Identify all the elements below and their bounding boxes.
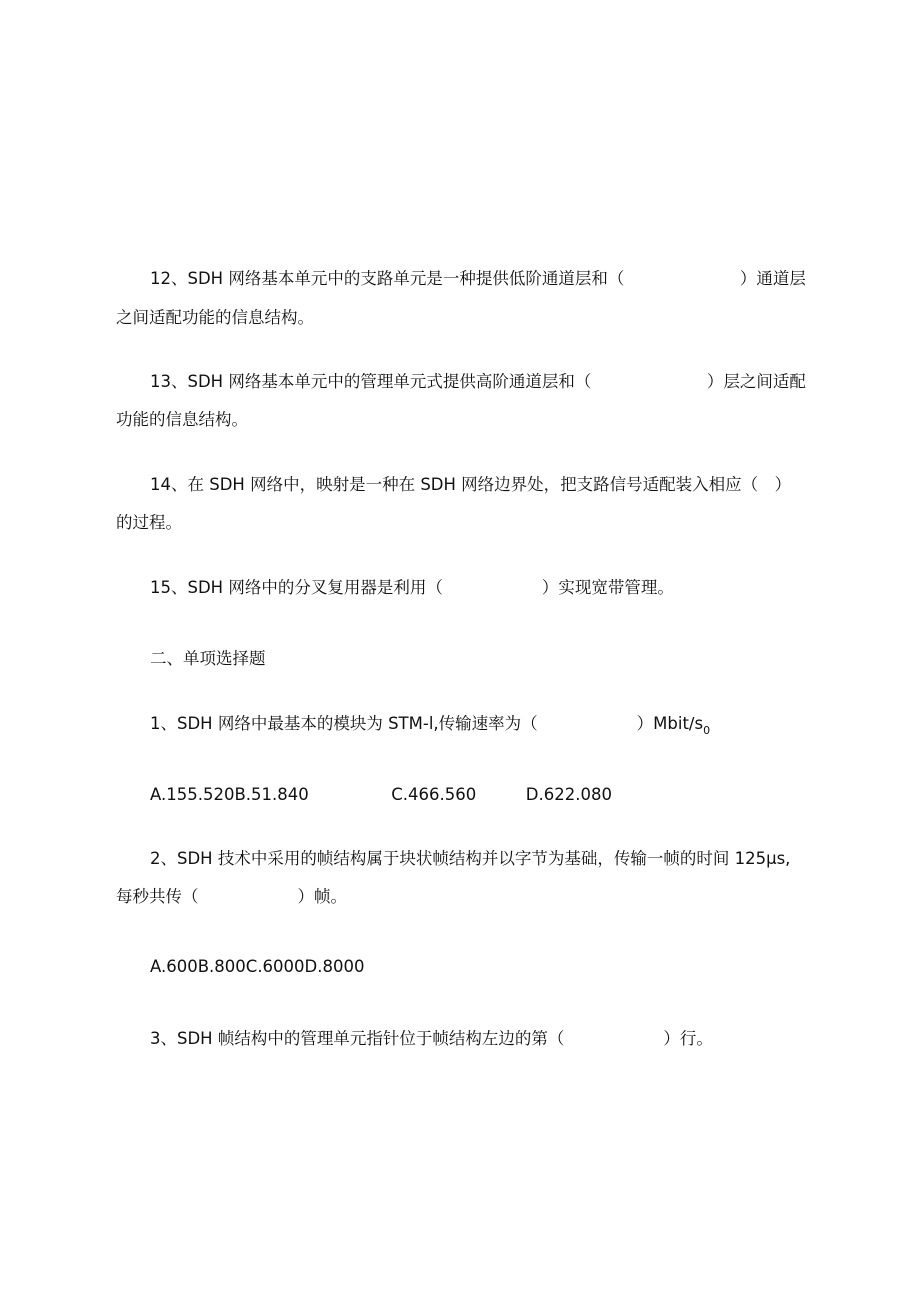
- question-14-line1: 14、在 SDH 网络中，映射是一种在 SDH 网络边界处，把支路信号适配装入相应（ ）: [150, 475, 792, 494]
- question-12-line2: 之间适配功能的信息结构。: [116, 308, 314, 327]
- choice-1-stem-subscript: 0: [703, 724, 711, 737]
- section-title: 二、单项选择题: [150, 649, 266, 668]
- choice-3-stem: 3、SDH 帧结构中的管理单元指针位于帧结构左边的第（ ）行。: [150, 1029, 713, 1048]
- question-15-line1: 15、SDH 网络中的分叉复用器是利用（ ）实现宽带管理。: [150, 578, 674, 597]
- choice-2-stem-line2: 每秒共传（ ）帧。: [116, 887, 347, 906]
- choice-1-stem: [150, 713, 710, 737]
- choice-1-stem-text: 1、SDH 网络中最基本的模块为 STM-l,传输速率为（ ）Mbit∕s: [150, 714, 704, 733]
- choice-2-options: A.600B.800C.6000D.8000: [150, 957, 365, 976]
- question-13-line1: 13、SDH 网络基本单元中的管理单元式提供高阶通道层和（ ）层之间适配: [150, 372, 806, 391]
- choice-1-options: A.155.520B.51.840 C.466.560 D.622.080: [150, 785, 612, 804]
- choice-2-stem-line1: 2、SDH 技术中采用的帧结构属于块状帧结构并以字节为基础，传输一帧的时间 125μs,: [150, 849, 791, 868]
- question-12-line1: 12、SDH 网络基本单元中的支路单元是一种提供低阶通道层和（ ）通道层: [150, 269, 806, 288]
- question-14-line2: 的过程。: [116, 513, 182, 532]
- question-13-line2: 功能的信息结构。: [116, 410, 248, 429]
